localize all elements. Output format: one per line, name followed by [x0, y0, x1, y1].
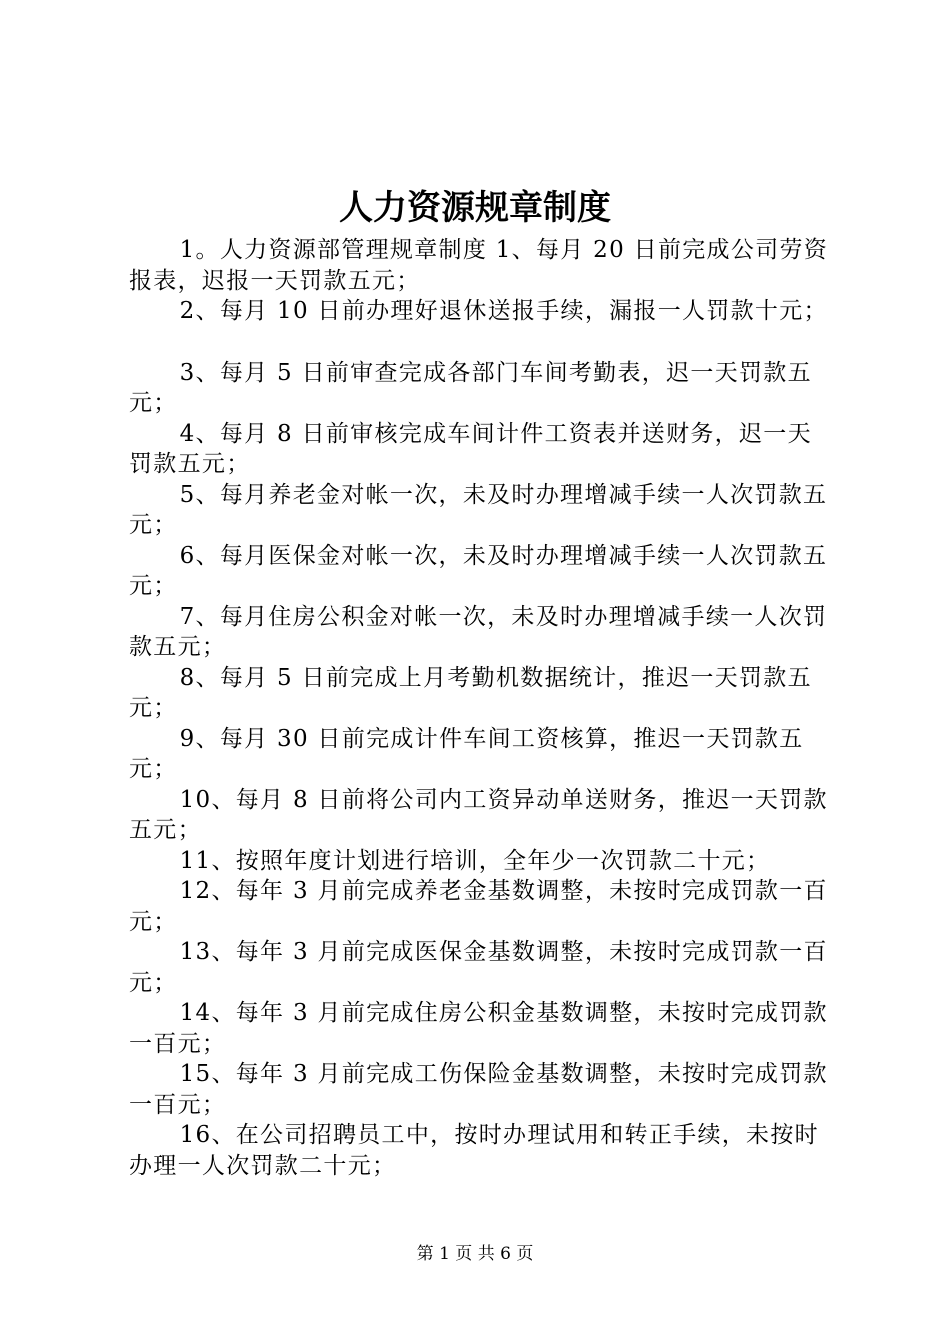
rule-paragraph-4: 4、每月 8 日前审核完成车间计件工资表并送财务，迟一天罚款五元； [129, 420, 812, 477]
rule-paragraph-12: 12、每年 3 月前完成养老金基数调整，未按时完成罚款一百元； [129, 878, 828, 935]
rule-paragraph-5: 5、每月养老金对帐一次，未及时办理增减手续一人次罚款五元； [129, 481, 828, 538]
rule-paragraph-14: 14、每年 3 月前完成住房公积金基数调整，未按时完成罚款一百元； [129, 1000, 828, 1057]
page-number-footer: 第 1 页 共 6 页 [416, 1244, 534, 1264]
document-body [129, 235, 834, 1181]
document-title: 人力资源规章制度 [339, 188, 611, 228]
rule-paragraph-6: 6、每月医保金对帐一次，未及时办理增减手续一人次罚款五元； [129, 542, 828, 599]
rule-paragraph-8: 8、每月 5 日前完成上月考勤机数据统计，推迟一天罚款五元； [129, 664, 812, 721]
rule-paragraph-13: 13、每年 3 月前完成医保金基数调整，未按时完成罚款一百元； [129, 939, 828, 996]
rule-paragraph-15: 15、每年 3 月前完成工伤保险金基数调整，未按时完成罚款一百元； [129, 1061, 828, 1118]
rule-paragraph-9: 9、每月 30 日前完成计件车间工资核算，推迟一天罚款五元； [129, 725, 804, 782]
rule-paragraph-10: 10、每月 8 日前将公司内工资异动单送财务，推迟一天罚款五元； [129, 786, 828, 843]
rule-paragraph-2: 2、每月 10 日前办理好退休送报手续，漏报一人罚款十元； [179, 298, 828, 324]
rule-paragraph-3: 3、每月 5 日前审查完成各部门车间考勤表，迟一天罚款五元； [129, 359, 812, 416]
rule-paragraph-7: 7、每月住房公积金对帐一次，未及时办理增减手续一人次罚款五元； [129, 603, 828, 660]
rule-paragraph-16: 16、在公司招聘员工中，按时办理试用和转正手续，未按时办理一人次罚款二十元； [129, 1122, 819, 1179]
rule-paragraph-1: 1。人力资源部管理规章制度 1、每月 20 日前完成公司劳资报表，迟报一天罚款五元； [129, 237, 829, 294]
rule-paragraph-11: 11、按照年度计划进行培训，全年少一次罚款二十元； [179, 847, 771, 874]
